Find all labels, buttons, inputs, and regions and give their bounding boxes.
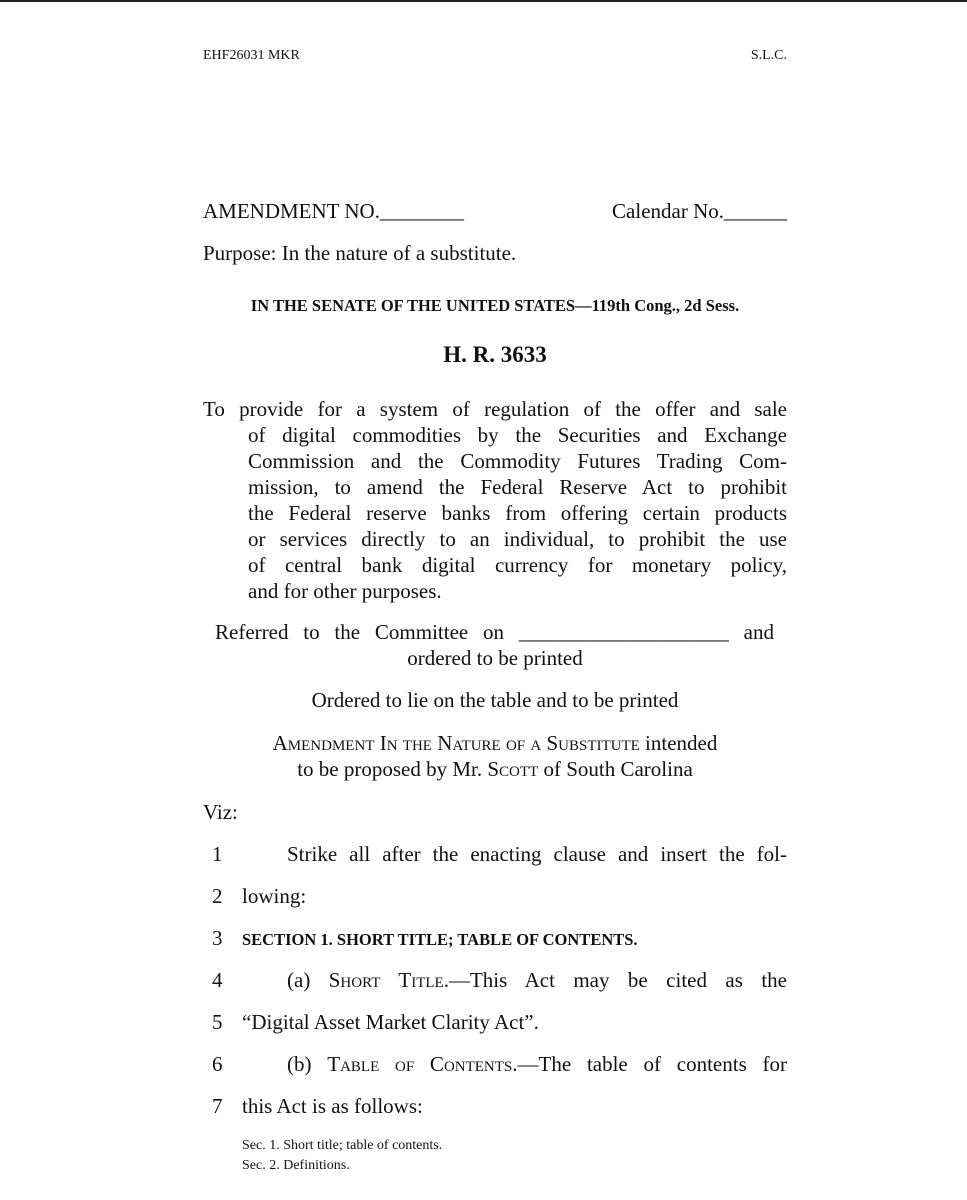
line-number: 2 — [212, 884, 223, 908]
senate-heading: IN THE SENATE OF THE UNITED STATES—119th Cong., 2d Sess. — [250, 296, 740, 315]
long-title-line: of central bank digital currency for monetary policy, — [248, 553, 787, 577]
document-id: EHF26031 MKR — [203, 48, 300, 63]
intent-line-2 — [203, 757, 787, 782]
subsection-heading: Short Title. — [328, 968, 449, 992]
senator-name: Scott — [487, 757, 539, 781]
intent-pre: to be proposed by Mr. — [297, 757, 488, 781]
long-title-line: the Federal reserve banks from offering certain products — [248, 501, 787, 525]
intent-post: of South Carolina — [538, 757, 693, 781]
line-number: 6 — [212, 1052, 223, 1076]
intent-line-1 — [203, 731, 787, 756]
long-title-line: and for other purposes. — [248, 579, 442, 603]
line-text — [242, 1052, 787, 1077]
section-heading: SECTION 1. SHORT TITLE; TABLE OF CONTENTS. — [242, 930, 638, 949]
long-title-line: To provide for a system of regulation of the offer and sale — [203, 397, 787, 421]
line-text — [242, 968, 787, 993]
office-code: S.L.C. — [750, 48, 787, 63]
line-number: 5 — [212, 1010, 223, 1034]
table-of-contents — [242, 1136, 442, 1176]
line-text: Strike all after the enacting clause and insert the fol- — [287, 842, 787, 866]
top-border — [0, 0, 967, 2]
referral-line-1: Referred to the Committee on ____________________ and — [215, 620, 774, 644]
line-text: “Digital Asset Market Clarity Act”. — [242, 1010, 539, 1034]
subsection-label: (a) — [287, 968, 329, 992]
subsection-text: —The table of contents for — [517, 1052, 787, 1076]
long-title-line: or services directly to an individual, to prohibit the use — [248, 527, 787, 551]
long-title-line: of digital commodities by the Securities and Exchange — [248, 423, 787, 447]
calendar-number: Calendar No.______ — [612, 199, 787, 223]
toc-entry: Sec. 2. Definitions. — [242, 1158, 350, 1173]
bill-number: H. R. 3633 — [443, 342, 547, 367]
line-text: this Act is as follows: — [242, 1094, 423, 1118]
line-number: 7 — [212, 1094, 223, 1118]
ordered-line: Ordered to lie on the table and to be printed — [311, 688, 679, 712]
subsection-label: (b) — [287, 1052, 328, 1076]
line-text: lowing: — [242, 884, 307, 908]
referral-line-2: ordered to be printed — [407, 646, 583, 670]
line-number: 4 — [212, 968, 223, 992]
viz-label: Viz: — [203, 800, 238, 824]
purpose: Purpose: In the nature of a substitute. — [203, 241, 517, 265]
subsection-heading: Table of Contents. — [327, 1052, 518, 1076]
long-title-line: mission, to amend the Federal Reserve Act to prohibit — [248, 475, 787, 499]
subsection-text: —This Act may be cited as the — [448, 968, 788, 992]
line-number: 3 — [212, 926, 223, 950]
long-title — [203, 396, 787, 604]
intent-small-caps: Amendment In the Nature of a Substitute — [272, 731, 640, 755]
toc-entry: Sec. 1. Short title; table of contents. — [242, 1138, 443, 1153]
amendment-number: AMENDMENT NO.________ — [203, 199, 464, 223]
intent-rest: intended — [639, 731, 718, 755]
line-number: 1 — [212, 842, 223, 866]
long-title-line: Commission and the Commodity Futures Trading Com- — [248, 449, 787, 473]
